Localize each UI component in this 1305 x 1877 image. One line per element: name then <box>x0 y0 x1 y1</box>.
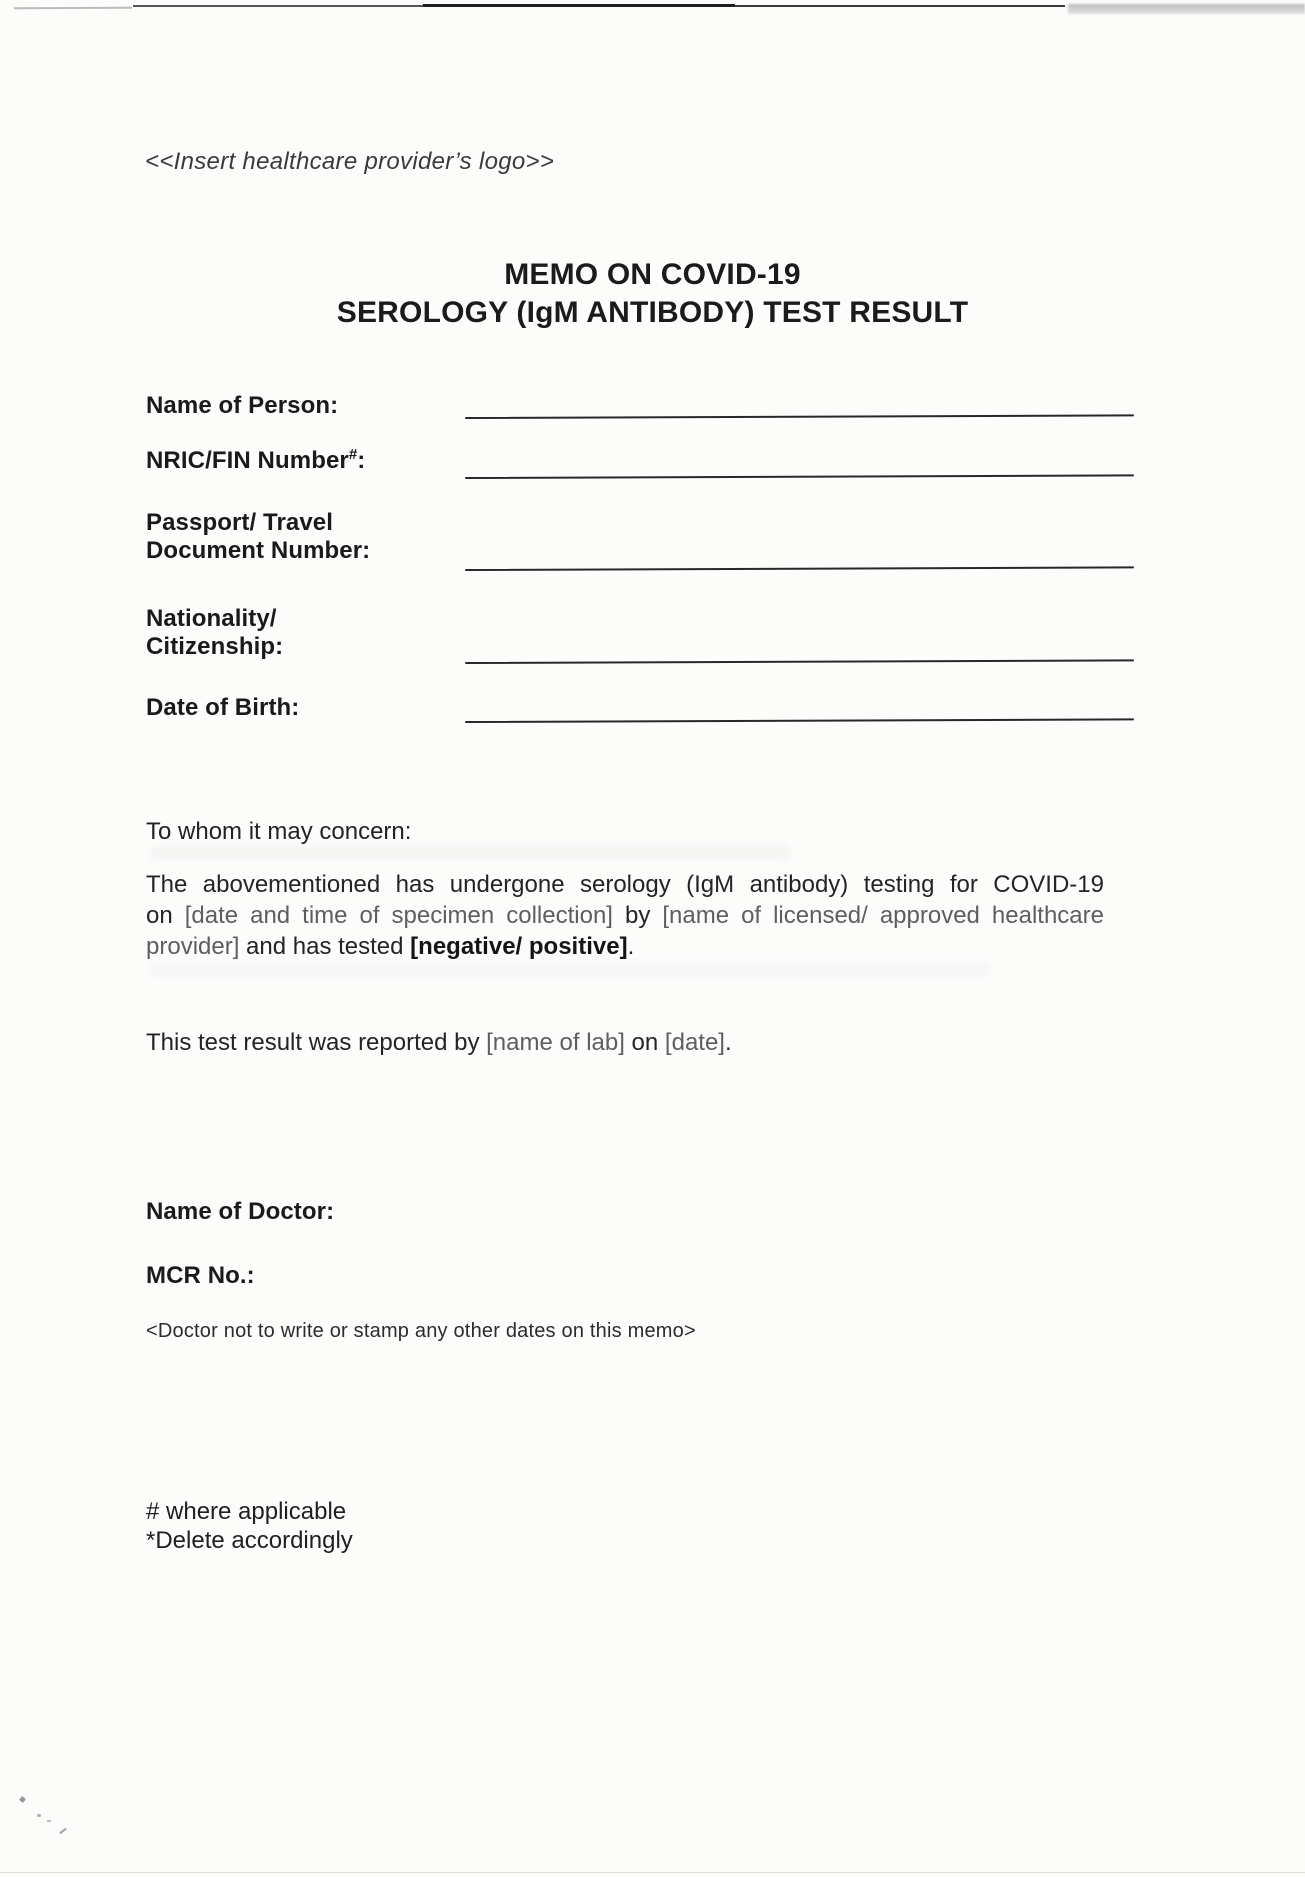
label-date-of-birth: Date of Birth: <box>146 694 300 721</box>
label-name-of-person: Name of Person: <box>146 392 339 419</box>
scan-artifact-top-smudge <box>1068 4 1305 14</box>
text-segment: [name of licensed/ approved healthcare <box>662 902 1104 929</box>
scan-artifact-top-line <box>423 4 735 7</box>
text-segment: on <box>146 902 185 929</box>
label-nric-fin-colon: : <box>357 447 366 474</box>
text-segment: [date and time of specimen collection] <box>184 902 613 929</box>
scan-speck <box>59 1828 67 1835</box>
scan-speck <box>19 1796 26 1803</box>
label-mcr-number: MCR No.: <box>146 1262 255 1289</box>
salutation: To whom it may concern: <box>146 818 412 845</box>
label-nric-fin-number <box>146 447 365 475</box>
field-line-name-of-person <box>465 414 1134 419</box>
bleed-through-smudge <box>150 962 990 976</box>
text-segment: . <box>724 1029 732 1056</box>
scan-artifact-top-line <box>14 7 132 10</box>
scan-artifact-top-line <box>133 5 423 7</box>
text-segment: [date] <box>664 1029 725 1056</box>
logo-placeholder-text: <<Insert healthcare provider’s logo>> <box>145 148 555 175</box>
memo-title-line1: MEMO ON COVID-19 <box>504 258 801 291</box>
body-paragraph-2-line1 <box>146 1027 1126 1058</box>
label-nationality-line2: Citizenship: <box>146 633 284 660</box>
text-segment: provider] <box>146 933 240 960</box>
text-segment: on <box>624 1029 665 1056</box>
scan-artifact-top-line <box>735 5 1065 7</box>
bleed-through-smudge <box>150 845 790 861</box>
label-nationality-line1: Nationality/ <box>146 605 277 632</box>
field-line-passport-number <box>465 566 1134 571</box>
body-paragraph-1-line2 <box>146 900 1104 931</box>
scan-artifact-bottom-line <box>0 1872 1305 1873</box>
scan-speck <box>37 1814 41 1817</box>
text-segment: by <box>612 902 663 929</box>
field-line-nationality <box>465 659 1134 664</box>
body-paragraph-1-line3 <box>146 931 1104 962</box>
footnote-where-applicable: # where applicable <box>146 1498 347 1525</box>
text-segment: [name of lab] <box>486 1029 625 1056</box>
memo-title-line2: SEROLOGY (IgM ANTIBODY) TEST RESULT <box>336 296 969 329</box>
label-passport-line2: Document Number: <box>146 537 371 564</box>
footnote-delete-accordingly: *Delete accordingly <box>146 1527 353 1554</box>
text-segment: [negative/ positive] <box>410 933 628 960</box>
text-segment: and has tested <box>239 933 411 960</box>
field-line-nric-fin-number <box>465 474 1134 479</box>
label-nric-fin-superscript: # <box>348 446 358 463</box>
body-paragraph-2 <box>146 1027 1126 1058</box>
label-passport-line1: Passport/ Travel <box>146 509 334 536</box>
doctor-note: <Doctor not to write or stamp any other dates on this memo> <box>146 1320 696 1342</box>
label-nric-fin-text: NRIC/FIN Number <box>146 447 349 474</box>
memo-title <box>0 256 1305 332</box>
scan-speck <box>47 1820 51 1822</box>
text-segment: . <box>627 933 635 960</box>
body-paragraph-1 <box>146 869 1104 962</box>
footnotes <box>146 1497 353 1555</box>
text-segment: This test result was reported by <box>146 1029 487 1056</box>
body-paragraph-1-line1 <box>146 869 1104 900</box>
label-name-of-doctor: Name of Doctor: <box>146 1198 335 1225</box>
field-line-date-of-birth <box>465 718 1134 723</box>
text-segment: The abovementioned has undergone serology (IgM antibody) testing for COVID-19 <box>146 871 1104 898</box>
